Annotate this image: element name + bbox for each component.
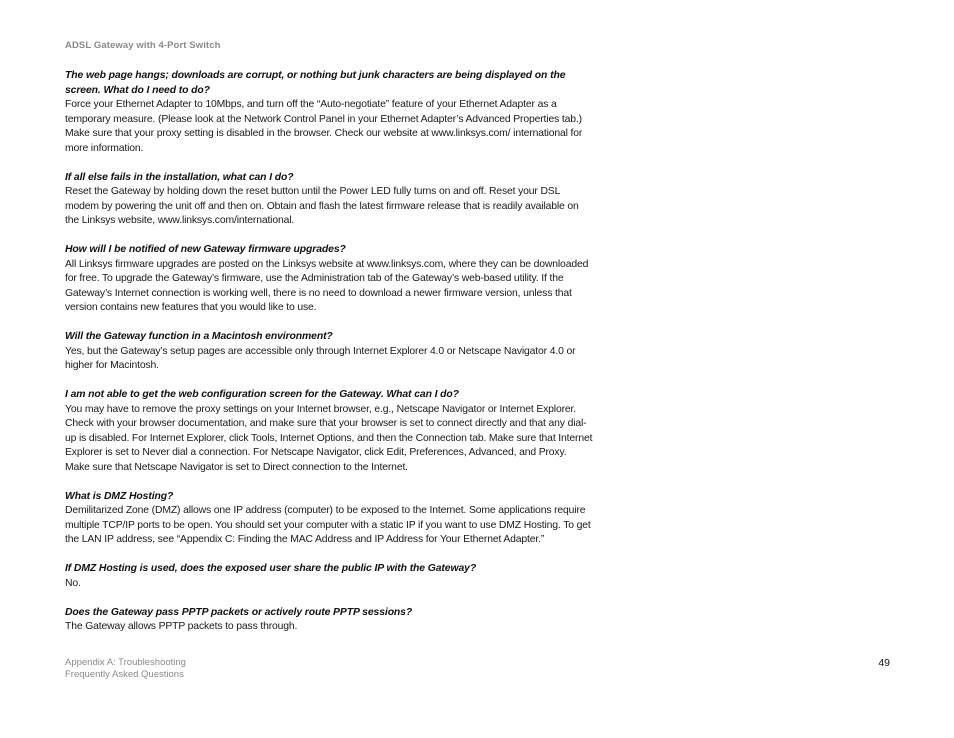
faq-question: I am not able to get the web configuration screen for the Gateway. What can I do?	[65, 389, 459, 400]
page-footer	[65, 657, 186, 681]
page-header-title: ADSL Gateway with 4-Port Switch	[65, 40, 221, 51]
faq-question: How will I be notified of new Gateway firmware upgrades?	[65, 244, 346, 255]
faq-item	[65, 490, 593, 548]
faq-list	[65, 69, 593, 649]
page-number: 49	[878, 657, 890, 669]
faq-question: What is DMZ Hosting?	[65, 490, 174, 502]
faq-answer: No.	[65, 577, 81, 589]
faq-question: Does the Gateway pass PPTP packets or actively route PPTP sessions?	[65, 606, 413, 618]
faq-item	[65, 330, 593, 374]
faq-item	[65, 388, 593, 475]
faq-answer: Yes, but the Gateway’s setup pages are accessible only through Internet Explorer 4.0 or Netscape Navigator 4.0 or higher for Macintosh.	[65, 345, 576, 371]
faq-item	[65, 171, 593, 229]
faq-item	[65, 243, 593, 316]
faq-question: If all else fails in the installation, what can I do?	[65, 171, 294, 183]
faq-answer: Demilitarized Zone (DMZ) allows one IP address (computer) to be exposed to the Internet. Some applications require multiple TCP/IP ports to be open. You should set your computer with a static IP if you want to use DMZ Hosting. To get the LAN IP address, see “Appendix C: Finding the MAC Address and IP Address for Your Ethernet Adapter.”	[65, 505, 591, 545]
faq-question: Will the Gateway function in a Macintosh environment?	[65, 331, 333, 342]
faq-question: The web page hangs; downloads are corrupt, or nothing but junk characters are being displayed on the screen. What do I need to do?	[65, 70, 566, 96]
faq-item	[65, 562, 593, 591]
footer-section: Appendix A: Troubleshooting	[65, 657, 186, 668]
faq-question: If DMZ Hosting is used, does the exposed user share the public IP with the Gateway?	[65, 563, 477, 574]
faq-answer: Force your Ethernet Adapter to 10Mbps, and turn off the “Auto-negotiate” feature of your Ethernet Adapter as a temporary measure. (Please look at the Network Control Panel in your Ethernet Adapter’s Advanced Properties tab.) Make sure that your proxy setting is disabled in the browser. Check our website at www.linksys.com/ international for more information.	[65, 99, 583, 154]
faq-answer: You may have to remove the proxy settings on your Internet browser, e.g., Netscape Navigator or Internet Explorer. Check with your browser documentation, and make sure that your browser is set to connect directly and that any dial-up is disabled. For Internet Explorer, click Tools, Internet Options, and then the Connection tab. Make sure that Internet Explorer is set to Never dial a connection. For Netscape Navigator, click Edit, Preferences, Advanced, and Proxy. Make sure that Netscape Navigator is set to Direct connection to the Internet.	[65, 403, 593, 473]
faq-item	[65, 606, 593, 635]
faq-item	[65, 69, 593, 156]
footer-subsection: Frequently Asked Questions	[65, 669, 184, 680]
faq-answer: The Gateway allows PPTP packets to pass through.	[65, 621, 298, 632]
faq-answer: All Linksys firmware upgrades are posted on the Linksys website at www.linksys.com, where they can be downloaded for free. To upgrade the Gateway’s firmware, use the Administration tab of the Gateway’s web-based utility. If the Gateway’s Internet connection is working well, there is no need to download a newer firmware version, unless that version contains new features that you would like to use.	[65, 258, 589, 313]
faq-answer: Reset the Gateway by holding down the reset button until the Power LED fully turns on and off. Reset your DSL modem by powering the unit off and then on. Obtain and flash the latest firmware release that is readily available on the Linksys website, www.linksys.com/international.	[65, 186, 579, 226]
